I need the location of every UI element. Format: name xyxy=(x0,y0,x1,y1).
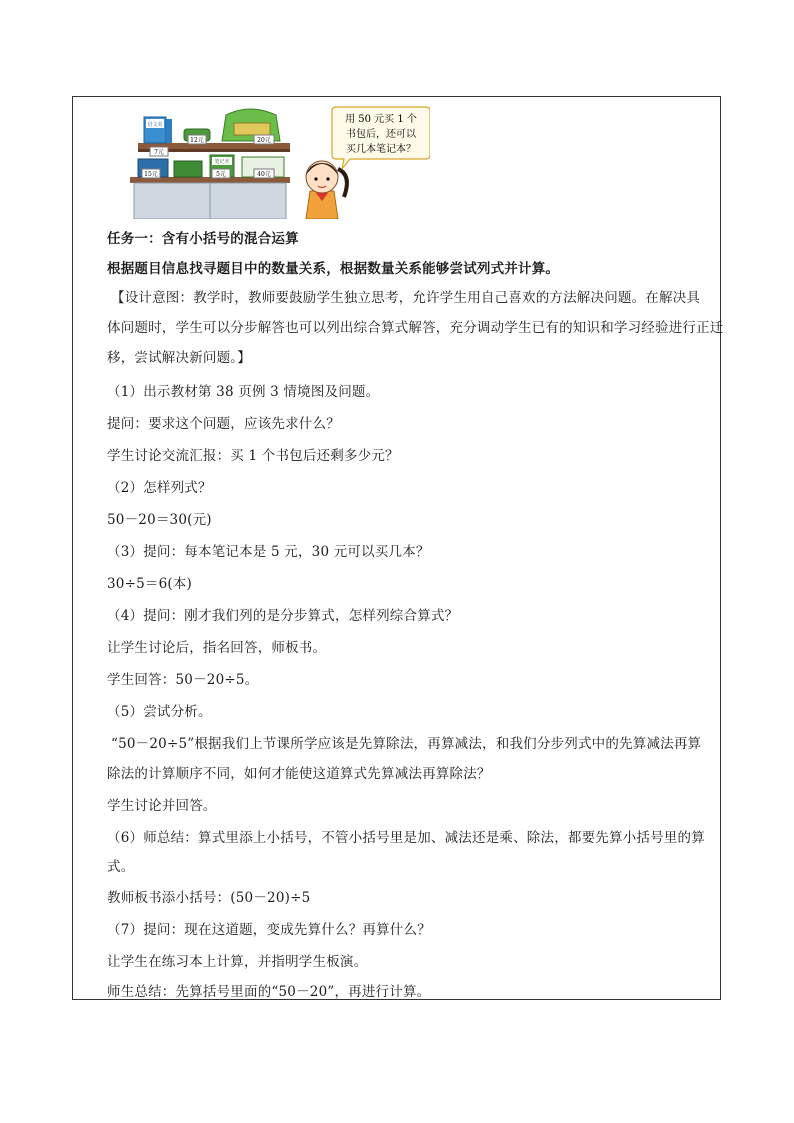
design-intent-line: 体问题时，学生可以分步解答也可以列出综合算式解答，充分调动学生已有的知识和学习经验进行正迁 xyxy=(107,320,724,336)
price-tag xyxy=(142,169,160,178)
task-title: 任务一：含有小括号的混合运算 xyxy=(107,231,299,247)
step-line: 学生回答：50－20÷5。 xyxy=(107,672,259,688)
step-line: 师生总结：先算括号里面的“50－20”，再进行计算。 xyxy=(107,984,431,1000)
lesson-table-cell xyxy=(72,96,724,1000)
price-tag xyxy=(150,147,168,156)
svg-text:40元: 40元 xyxy=(257,171,271,178)
step-line: 让学生在练习本上计算，并指明学生板演。 xyxy=(107,954,368,970)
shop-illustration xyxy=(130,105,430,219)
step-line: 学生讨论交流汇报：买 1 个书包后还剩多少元？ xyxy=(107,448,399,464)
svg-text:7元: 7元 xyxy=(154,149,164,156)
price-tag xyxy=(254,169,274,178)
speech-line: 买几本笔记本？ xyxy=(346,144,416,155)
step-line: （4）提问：刚才我们列的是分步算式，怎样列综合算式？ xyxy=(107,608,459,624)
svg-text:15元: 15元 xyxy=(144,171,158,178)
step-line: （3）提问：每本笔记本是 5 元，30 元可以买几本？ xyxy=(107,544,430,560)
step-line: （5）尝试分析。 xyxy=(107,704,212,720)
price-tag xyxy=(254,135,274,144)
design-intent-line: 移，尝试解决新问题。】 xyxy=(107,350,251,366)
step-line: 50－20＝30(元) xyxy=(107,512,212,528)
speech-line: 书包后，还可以 xyxy=(346,129,416,140)
step-line: （2）怎样列式？ xyxy=(107,480,212,496)
svg-text:12元: 12元 xyxy=(190,137,204,144)
step-line: 教师板书添小括号：(50－20)÷5 xyxy=(107,890,311,906)
step-line: 除法的计算顺序不同，如何才能使这道算式先算减法再算除法？ xyxy=(107,766,491,782)
step-line: 式。 xyxy=(107,859,135,875)
item-label: 语文英 xyxy=(147,122,163,128)
step-line: “50－20÷5”根据我们上节课所学应该是先算除法，再算减法，和我们分步列式中的先算减法再算 xyxy=(111,736,702,752)
speech-line: 用 50 元买 1 个 xyxy=(345,114,417,125)
step-line: 学生讨论并回答。 xyxy=(107,798,217,814)
svg-text:20元: 20元 xyxy=(257,137,271,144)
design-intent-line: 【设计意图：教学时，教师要鼓励学生独立思考，允许学生用自己喜欢的方法解决问题。在解决具 xyxy=(111,290,701,306)
speech-bubble xyxy=(332,107,430,169)
price-tag xyxy=(212,169,230,178)
step-line: （7）提问：现在这道题，变成先算什么？再算什么？ xyxy=(107,922,431,938)
item-label: 笔记本 xyxy=(214,159,230,165)
step-line: 30÷5＝6(本) xyxy=(107,576,193,592)
step-line: （6）师总结：算式里添上小括号，不管小括号里是加、减法还是乘、除法，都要先算小括号里的算 xyxy=(107,830,705,846)
task-intro: 根据题目信息找寻题目中的数量关系，根据数量关系能够尝试列式并计算。 xyxy=(107,261,560,277)
svg-text:5元: 5元 xyxy=(216,171,226,178)
step-line: 让学生讨论后，指名回答，师板书。 xyxy=(107,640,327,656)
price-tag xyxy=(188,135,206,144)
step-line: 提问：要求这个问题，应该先求什么？ xyxy=(107,416,340,432)
step-line: （1）出示教材第 38 页例 3 情境图及问题。 xyxy=(107,384,380,400)
girl-character xyxy=(306,161,347,219)
